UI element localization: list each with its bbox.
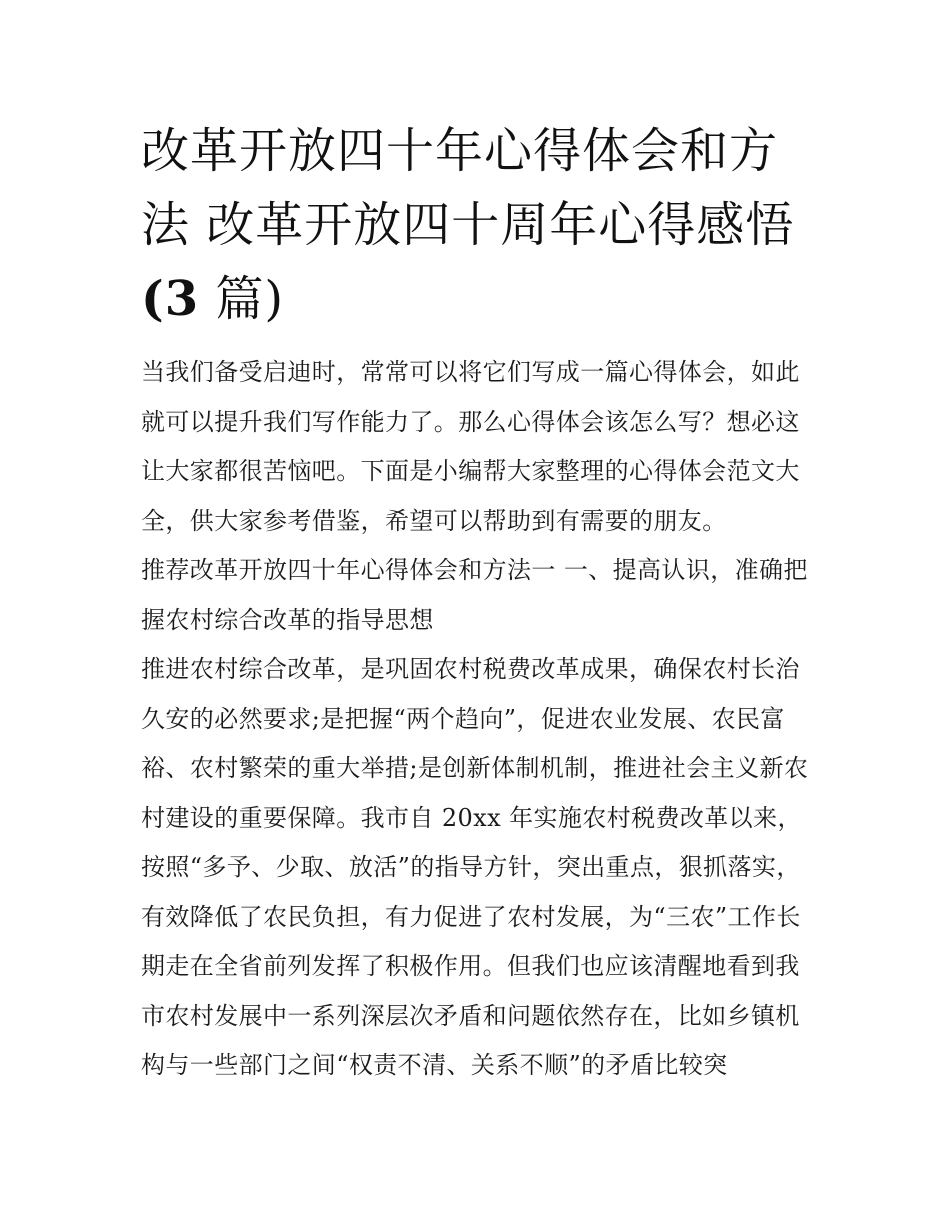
body-paragraph: 推进农村综合改革，是巩固农村税费改革成果，确保农村长治久安的必然要求;是把握“两个趋向”，促进农业发展、农民富裕、农村繁荣的重大举措;是创新体制机制，推进社会主义新农村建设的重要保障。我市自 20xx 年实施农村税费改革以来，按照“多予、少取、放活”的指导方针，突出重点，狠抓落实，有效降低了农民负担，有力促进了农村发展，为“三农”工作长期走在全省前列发挥了积极作用。但我们也应该清醒地看到我市农村发展中一系列深层次矛盾和问题依然存在，比如乡镇机构与一些部门之间“权责不清、关系不顺”的矛盾比较突 (141, 655, 809, 1079)
title-count: (3 (141, 271, 200, 327)
intro-paragraph: 当我们备受启迪时，常常可以将它们写成一篇心得体会，如此就可以提升我们写作能力了。那么心得体会该怎么写？想必这让大家都很苦恼吧。下面是小编帮大家整理的心得体会范文大全，供大家参考借鉴，希望可以帮助到有需要的朋友。 (141, 358, 800, 535)
document-content (141, 114, 817, 1091)
title-line-2: 法 改革开放四十周年心得感悟 (141, 197, 795, 253)
document-title (141, 114, 817, 336)
title-line-1: 改革开放四十年心得体会和方 (141, 123, 779, 179)
section-heading: 推荐改革开放四十年心得体会和方法一 一、提高认识，准确把握农村综合改革的指导思想 (141, 556, 808, 634)
title-count-suffix: 篇) (199, 271, 285, 327)
